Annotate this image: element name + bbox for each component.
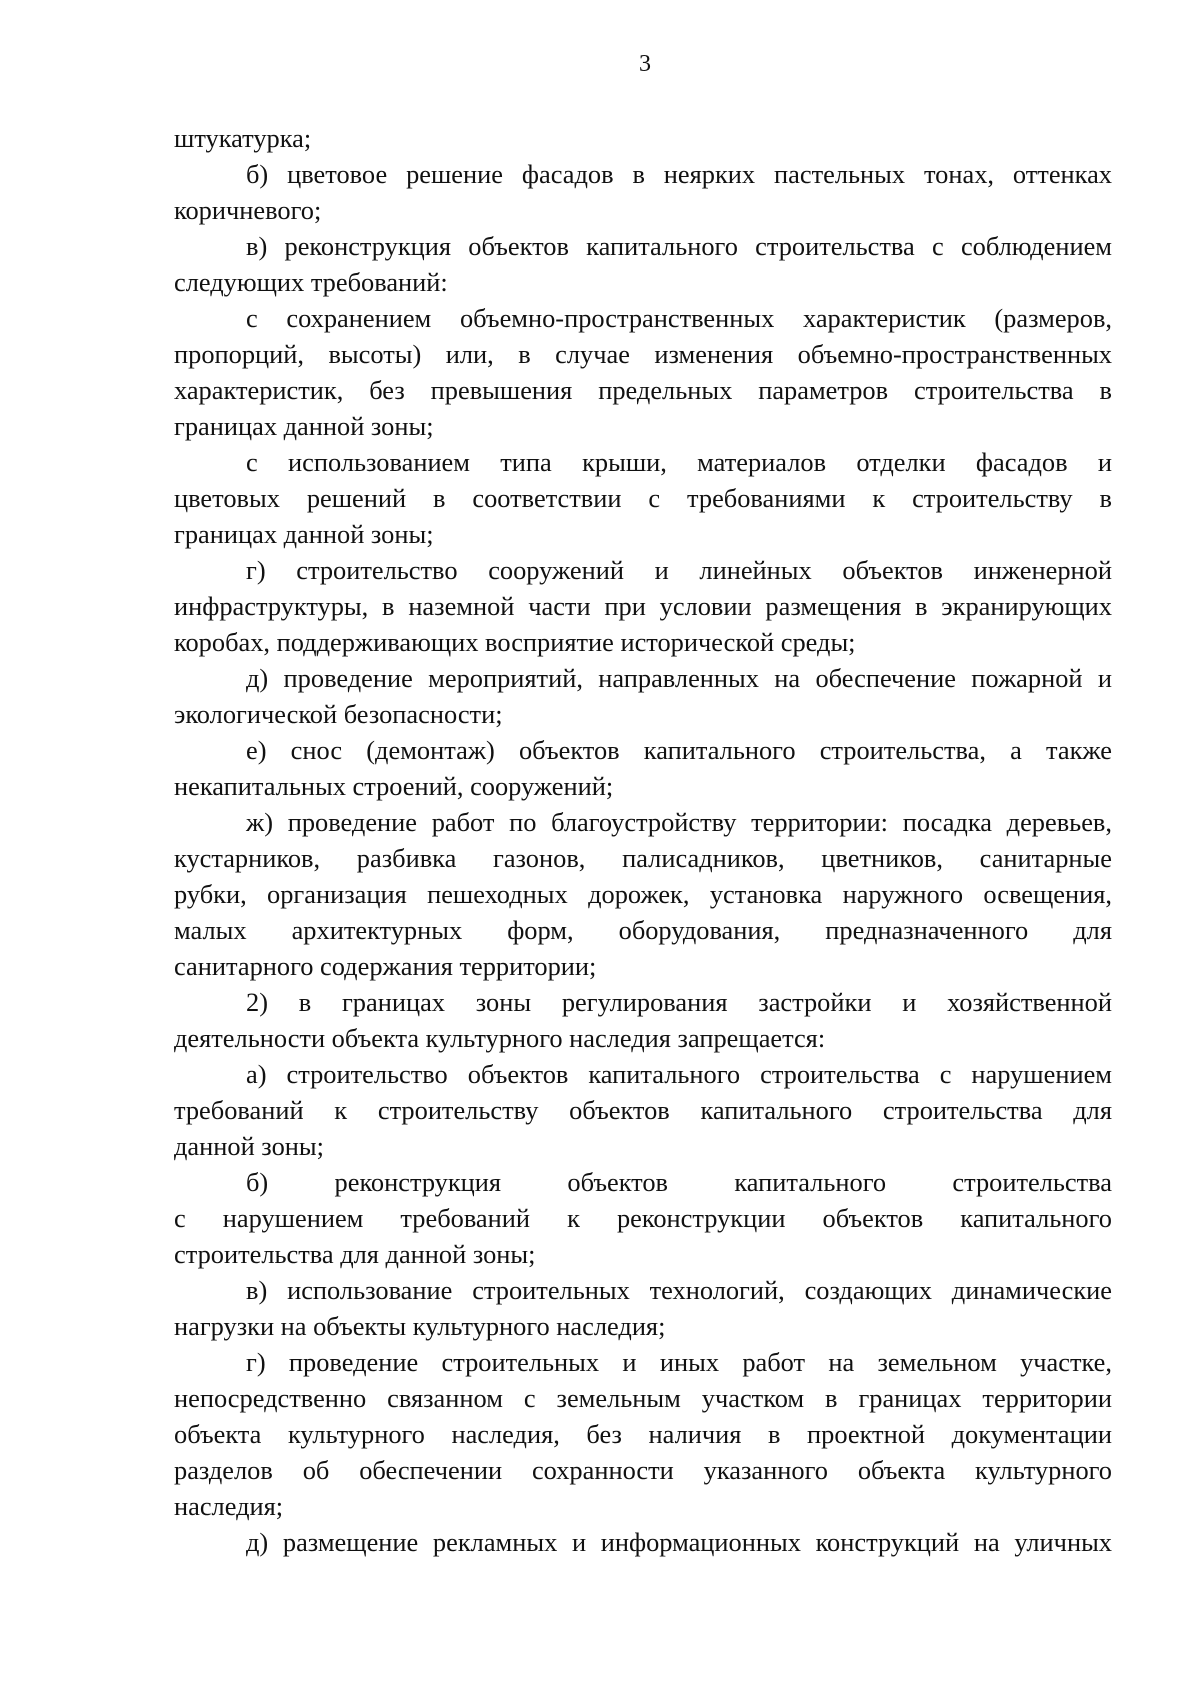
text-line: б) цветовое решение фасадов в неярких пастельных тонах, оттенках bbox=[246, 159, 1112, 189]
text-line: д) размещение рекламных и информационных конструкций на уличных bbox=[246, 1527, 1112, 1557]
text-line: строительства для данной зоны; bbox=[174, 1239, 536, 1269]
text-line: некапитальных строений, сооружений; bbox=[174, 771, 614, 801]
text-line: непосредственно связанном с земельным участком в границах территории bbox=[174, 1383, 1112, 1413]
text-line: г) проведение строительных и иных работ на земельном участке, bbox=[246, 1347, 1112, 1377]
text-line: ж) проведение работ по благоустройству территории: посадка деревьев, bbox=[246, 807, 1112, 837]
page-number: 3 bbox=[639, 51, 651, 77]
text-line: рубки, организация пешеходных дорожек, установка наружного освещения, bbox=[174, 879, 1112, 909]
text-line: нагрузки на объекты культурного наследия; bbox=[174, 1311, 666, 1341]
text-line: санитарного содержания территории; bbox=[174, 951, 597, 981]
text-line: в) использование строительных технологий, создающих динамические bbox=[246, 1275, 1112, 1305]
text-line: б) реконструкция объектов капитального строительства bbox=[246, 1167, 1112, 1197]
text-line: разделов об обеспечении сохранности указанного объекта культурного bbox=[174, 1455, 1112, 1485]
text-line: штукатурка; bbox=[174, 123, 312, 153]
text-line: е) снос (демонтаж) объектов капитального строительства, а также bbox=[246, 735, 1112, 765]
document-body bbox=[174, 120, 1112, 1560]
text-line: экологической безопасности; bbox=[174, 699, 503, 729]
text-line: следующих требований: bbox=[174, 267, 448, 297]
text-line: д) проведение мероприятий, направленных на обеспечение пожарной и bbox=[246, 663, 1112, 693]
text-line: коричневого; bbox=[174, 195, 322, 225]
text-line: с нарушением требований к реконструкции объектов капитального bbox=[174, 1203, 1112, 1233]
text-line: коробах, поддерживающих восприятие исторической среды; bbox=[174, 627, 856, 657]
text-line: границах данной зоны; bbox=[174, 519, 434, 549]
text-line: а) строительство объектов капитального строительства с нарушением bbox=[246, 1059, 1112, 1089]
text-line: наследия; bbox=[174, 1491, 284, 1521]
text-line: инфраструктуры, в наземной части при условии размещения в экранирующих bbox=[174, 591, 1112, 621]
text-line: кустарников, разбивка газонов, палисадников, цветников, санитарные bbox=[174, 843, 1112, 873]
text-line: малых архитектурных форм, оборудования, предназначенного для bbox=[174, 915, 1112, 945]
text-line: г) строительство сооружений и линейных объектов инженерной bbox=[246, 555, 1112, 585]
text-line: цветовых решений в соответствии с требованиями к строительству в bbox=[174, 483, 1112, 513]
text-line: границах данной зоны; bbox=[174, 411, 434, 441]
text-line: объекта культурного наследия, без наличия в проектной документации bbox=[174, 1419, 1112, 1449]
text-line: с использованием типа крыши, материалов отделки фасадов и bbox=[246, 447, 1112, 477]
text-line: требований к строительству объектов капитального строительства для bbox=[174, 1095, 1112, 1125]
text-line: данной зоны; bbox=[174, 1131, 324, 1161]
text-line: с сохранением объемно-пространственных характеристик (размеров, bbox=[246, 303, 1112, 333]
text-line: деятельности объекта культурного наследия запрещается: bbox=[174, 1023, 826, 1053]
text-line: пропорций, высоты) или, в случае изменения объемно-пространственных bbox=[174, 339, 1112, 369]
text-line: в) реконструкция объектов капитального строительства с соблюдением bbox=[246, 231, 1112, 261]
text-line: 2) в границах зоны регулирования застройки и хозяйственной bbox=[246, 987, 1112, 1017]
text-line: характеристик, без превышения предельных параметров строительства в bbox=[174, 375, 1112, 405]
